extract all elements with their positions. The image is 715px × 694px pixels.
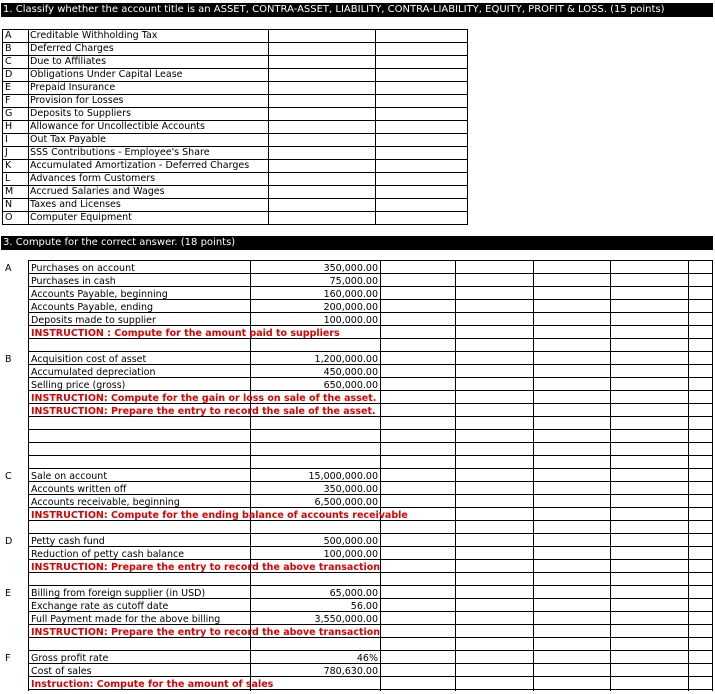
given-label: Full Payment made for the above billing — [31, 614, 221, 625]
given-label: Gross profit rate — [31, 653, 109, 664]
account-title: Due to Affiliates — [30, 56, 107, 67]
problem-box-edge — [28, 587, 29, 639]
instruction-text: INSTRUCTION: Prepare the entry to record the above transaction — [31, 627, 381, 638]
given-label: Exchange rate as cutoff date — [31, 601, 169, 612]
account-title: Computer Equipment — [30, 212, 132, 223]
q1-col-line — [2, 29, 3, 224]
classification-answer-cell[interactable] — [376, 172, 466, 184]
classification-answer-cell[interactable] — [376, 198, 466, 210]
classification-answer-cell[interactable] — [376, 29, 466, 41]
account-title: Allowance for Uncollectible Accounts — [30, 121, 205, 132]
account-title: Deferred Charges — [30, 43, 114, 54]
given-label: Selling price (gross) — [31, 380, 126, 391]
given-value: 200,000.00 — [323, 302, 378, 313]
q1-col-line — [467, 29, 468, 224]
given-value: 1,200,000.00 — [314, 354, 378, 365]
given-label: Acquisition cost of asset — [31, 354, 147, 365]
problem-letter: C — [5, 471, 12, 482]
classification-answer-cell[interactable] — [376, 185, 466, 197]
item-letter: J — [5, 147, 8, 158]
instruction-text: INSTRUCTION : Compute for the amount paid to suppliers — [31, 328, 340, 339]
account-title: Advances form Customers — [30, 173, 156, 184]
given-label: Purchases in cash — [31, 276, 116, 287]
problem-letter: B — [5, 354, 12, 365]
q3-col-line — [455, 260, 456, 691]
problem-letter: E — [5, 588, 12, 599]
problem-letter: F — [5, 653, 11, 664]
item-letter: F — [5, 95, 11, 106]
account-title: Out Tax Payable — [30, 134, 107, 145]
problem-letter: D — [5, 536, 13, 547]
given-value: 15,000,000.00 — [308, 471, 378, 482]
account-title: Deposits to Suppliers — [30, 108, 131, 119]
given-value: 75,000.00 — [329, 276, 378, 287]
given-label: Purchases on account — [31, 263, 135, 274]
given-label: Accounts receivable, beginning — [31, 497, 180, 508]
given-value: 350,000.00 — [323, 484, 378, 495]
given-label: Sale on account — [31, 471, 108, 482]
given-label: Accounts written off — [31, 484, 127, 495]
given-value: 350,000.00 — [323, 263, 378, 274]
problem-box-edge — [28, 353, 29, 418]
problem-box-edge — [28, 652, 29, 691]
q1-col-line — [268, 29, 269, 224]
q3-col-line — [688, 260, 689, 691]
classification-answer-cell[interactable] — [376, 211, 466, 223]
classification-answer-cell[interactable] — [376, 107, 466, 119]
account-title: Prepaid Insurance — [30, 82, 116, 93]
classification-answer-cell[interactable] — [376, 55, 466, 67]
given-value: 46% — [356, 653, 378, 664]
account-title: Obligations Under Capital Lease — [30, 69, 183, 80]
given-label: Reduction of petty cash balance — [31, 549, 185, 560]
account-title: Taxes and Licenses — [30, 199, 121, 210]
problem-box-edge — [28, 535, 29, 574]
q1-col-line — [28, 29, 29, 224]
classification-answer-cell[interactable] — [376, 81, 466, 93]
given-label: Accounts Payable, beginning — [31, 289, 168, 300]
given-label: Cost of sales — [31, 666, 92, 677]
classification-answer-cell[interactable] — [376, 120, 466, 132]
classification-answer-cell[interactable] — [376, 146, 466, 158]
classification-answer-cell[interactable] — [376, 133, 466, 145]
classification-answer-cell[interactable] — [376, 159, 466, 171]
given-value: 780,630.00 — [323, 666, 378, 677]
given-value: 56.00 — [350, 601, 378, 612]
given-label: Accumulated depreciation — [31, 367, 156, 378]
given-value: 160,000.00 — [323, 289, 378, 300]
item-letter: H — [5, 121, 13, 132]
item-letter: G — [5, 108, 13, 119]
given-value: 650,000.00 — [323, 380, 378, 391]
given-value: 6,500,000.00 — [314, 497, 378, 508]
item-letter: C — [5, 56, 12, 67]
classification-answer-cell[interactable] — [376, 68, 466, 80]
instruction-text: INSTRUCTION: Compute for the ending balance of accounts receivable — [31, 510, 408, 521]
given-label: Accounts Payable, ending — [31, 302, 154, 313]
given-value: 100,000.00 — [323, 315, 378, 326]
item-letter: E — [5, 82, 12, 93]
item-letter: L — [5, 173, 11, 184]
q3-col-line — [610, 260, 611, 691]
account-title: Creditable Withholding Tax — [30, 30, 158, 41]
q1-header: 1. Classify whether the account title is an ASSET, CONTRA-ASSET, LIABILITY, CONTRA-LIABILITY, EQUITY, PROFIT & LOSS. (15 points) — [1, 3, 713, 17]
instruction-text: INSTRUCTION: Prepare the entry to record the sale of the asset. — [31, 406, 376, 417]
instruction-text: INSTRUCTION: Compute for the gain or loss on sale of the asset. — [31, 393, 377, 404]
item-letter: K — [5, 160, 12, 171]
problem-box-edge — [28, 470, 29, 522]
account-title: Accrued Salaries and Wages — [30, 186, 165, 197]
given-value: 500,000.00 — [323, 536, 378, 547]
instruction-text: Instruction: Compute for the amount of sales — [31, 679, 274, 690]
problem-box-edge — [28, 262, 29, 340]
q1-row-line — [2, 224, 468, 225]
q3-col-line — [533, 260, 534, 691]
given-label: Deposits made to supplier — [31, 315, 156, 326]
item-letter: A — [5, 30, 12, 41]
account-title: Accumulated Amortization - Deferred Charges — [30, 160, 250, 171]
item-letter: I — [5, 134, 8, 145]
classification-answer-cell[interactable] — [376, 42, 466, 54]
q3-header: 3. Compute for the correct answer. (18 points) — [1, 236, 713, 250]
given-label: Petty cash fund — [31, 536, 105, 547]
item-letter: N — [5, 199, 13, 210]
account-title: SSS Contributions - Employee's Share — [30, 147, 210, 158]
account-title: Provision for Losses — [30, 95, 124, 106]
item-letter: O — [5, 212, 13, 223]
instruction-text: INSTRUCTION: Prepare the entry to record the above transaction — [31, 562, 381, 573]
item-letter: B — [5, 43, 12, 54]
given-label: Billing from foreign supplier (in USD) — [31, 588, 206, 599]
item-letter: D — [5, 69, 13, 80]
classification-answer-cell[interactable] — [376, 94, 466, 106]
q3-col-line — [712, 260, 713, 691]
item-letter: M — [5, 186, 14, 197]
given-value: 3,550,000.00 — [314, 614, 378, 625]
q3-col-line — [380, 260, 381, 691]
problem-letter: A — [5, 263, 12, 274]
given-value: 65,000.00 — [329, 588, 378, 599]
given-value: 450,000.00 — [323, 367, 378, 378]
given-value: 100,000.00 — [323, 549, 378, 560]
